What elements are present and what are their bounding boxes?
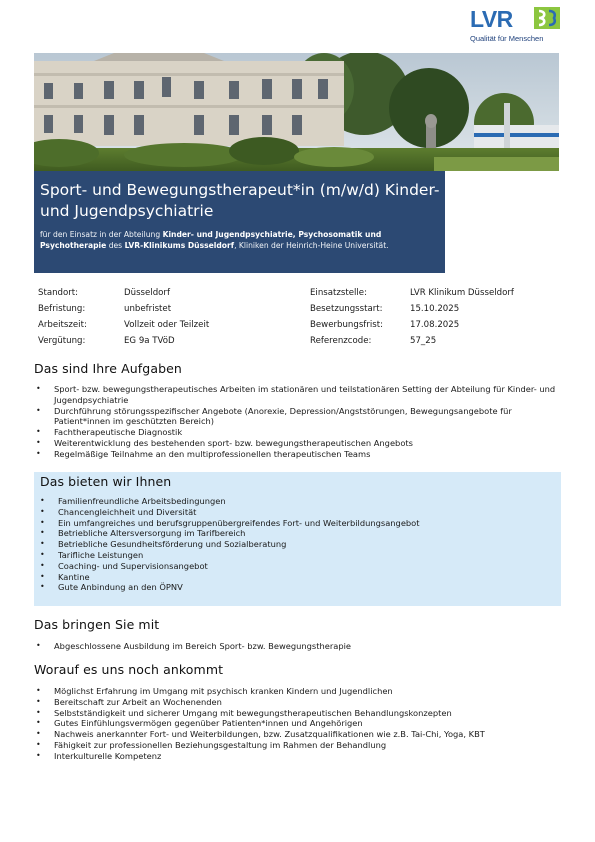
info-row [38,288,563,304]
list-item: • Fachtherapeutische Diagnostik [36,427,560,438]
info-label: Einsatzstelle: [310,288,367,298]
list-item: • Regelmäßige Teilnahme an den multiprofessionellen therapeutischen Teams [36,449,560,460]
section-title-bieten: Das bieten wir Ihnen [40,474,172,489]
info-value: 17.08.2025 [410,320,460,330]
info-row [38,304,563,320]
list-item: • Sport- bzw. bewegungstherapeutisches Arbeiten im stationären und teilstationären Setting der Abteilung für Kinder- und Jugendpsychiatrie [36,384,560,406]
list-item: • Fähigkeit zur professionellen Beziehungsgestaltung im Rahmen der Behandlung [36,740,560,751]
info-value: LVR Klinikum Düsseldorf [410,288,514,298]
list-item: • Betriebliche Altersversorgung im Tarifbereich [40,528,555,539]
info-value: unbefristet [124,304,172,314]
ankommt-list [36,686,560,762]
section-title-aufgaben: Das sind Ihre Aufgaben [34,361,182,376]
info-label: Referenzcode: [310,336,372,346]
lvr-logo [470,7,562,43]
info-label: Standort: [38,288,79,298]
info-label: Bewerbungsfrist: [310,320,384,330]
list-item: • Interkulturelle Kompetenz [36,751,560,762]
aufgaben-list [36,384,560,460]
info-value: 57_25 [410,336,437,346]
title-description: für den Einsatz in der Abteilung Kinder- und Jugendpsychiatrie, Psychosomatik und Psychotherapie des LVR-Klinikums Düsseldorf, Kliniken der Heinrich-Heine Universität. [40,230,389,250]
page-title: Sport- und Bewegungstherapeut*in (m/w/d) Kinder- und Jugendpsychiatrie [40,181,440,220]
info-label: Vergütung: [38,336,86,346]
title-box [34,171,445,273]
info-value: 15.10.2025 [410,304,460,314]
section-title-ankommt: Worauf es uns noch ankommt [34,662,224,677]
logo-tagline: Qualität für Menschen [470,34,544,43]
list-item: • Abgeschlossene Ausbildung im Bereich Sport- bzw. Bewegungstherapie [36,641,560,652]
list-item: • Ein umfangreiches und berufsgruppenübergreifendes Fort- und Weiterbildungsangebot [40,518,555,529]
info-row [38,336,563,352]
bieten-list [40,496,555,593]
info-row [38,320,563,336]
logo-mark-icon [534,7,560,29]
info-label: Besetzungsstart: [310,304,383,314]
list-item: • Chancengleichheit und Diversität [40,507,555,518]
list-item: • Kantine [40,572,555,583]
info-value: EG 9a TVöD [124,336,175,346]
list-item: • Selbstständigkeit und sicherer Umgang mit bewegungstherapeutischen Behandlungskonzepten [36,708,560,719]
list-item: • Betriebliche Gesundheitsförderung und Sozialberatung [40,539,555,550]
list-item: • Bereitschaft zur Arbeit an Wochenenden [36,697,560,708]
logo-wordmark: LVR [470,6,513,32]
list-item: • Familienfreundliche Arbeitsbedingungen [40,496,555,507]
list-item: • Nachweis anerkannter Fort- und Weiterbildungen, bzw. Zusatzqualifikationen wie z.B. Tai-Chi, Yoga, KBT [36,729,560,740]
list-item: • Durchführung störungsspezifischer Angebote (Anorexie, Depression/Angststörungen, Bewegungsangebote für Patient*innen im geschützten Bereich) [36,406,560,428]
list-item: • Tarifliche Leistungen [40,550,555,561]
hero-photo [34,53,559,171]
mitbringen-list [36,641,560,652]
info-label: Arbeitszeit: [38,320,87,330]
info-value: Düsseldorf [124,288,170,298]
section-title-mitbringen: Das bringen Sie mit [34,617,160,632]
list-item: • Möglichst Erfahrung im Umgang mit psychisch kranken Kindern und Jugendlichen [36,686,560,697]
list-item: • Gutes Einfühlungsvermögen gegenüber Patienten*innen und Angehörigen [36,718,560,729]
list-item: • Weiterentwicklung des bestehenden sport- bzw. bewegungstherapeutischen Angebots [36,438,560,449]
info-label: Befristung: [38,304,86,314]
list-item: • Gute Anbindung an den ÖPNV [40,582,555,593]
info-value: Vollzeit oder Teilzeit [124,320,210,330]
list-item: • Coaching- und Supervisionsangebot [40,561,555,572]
